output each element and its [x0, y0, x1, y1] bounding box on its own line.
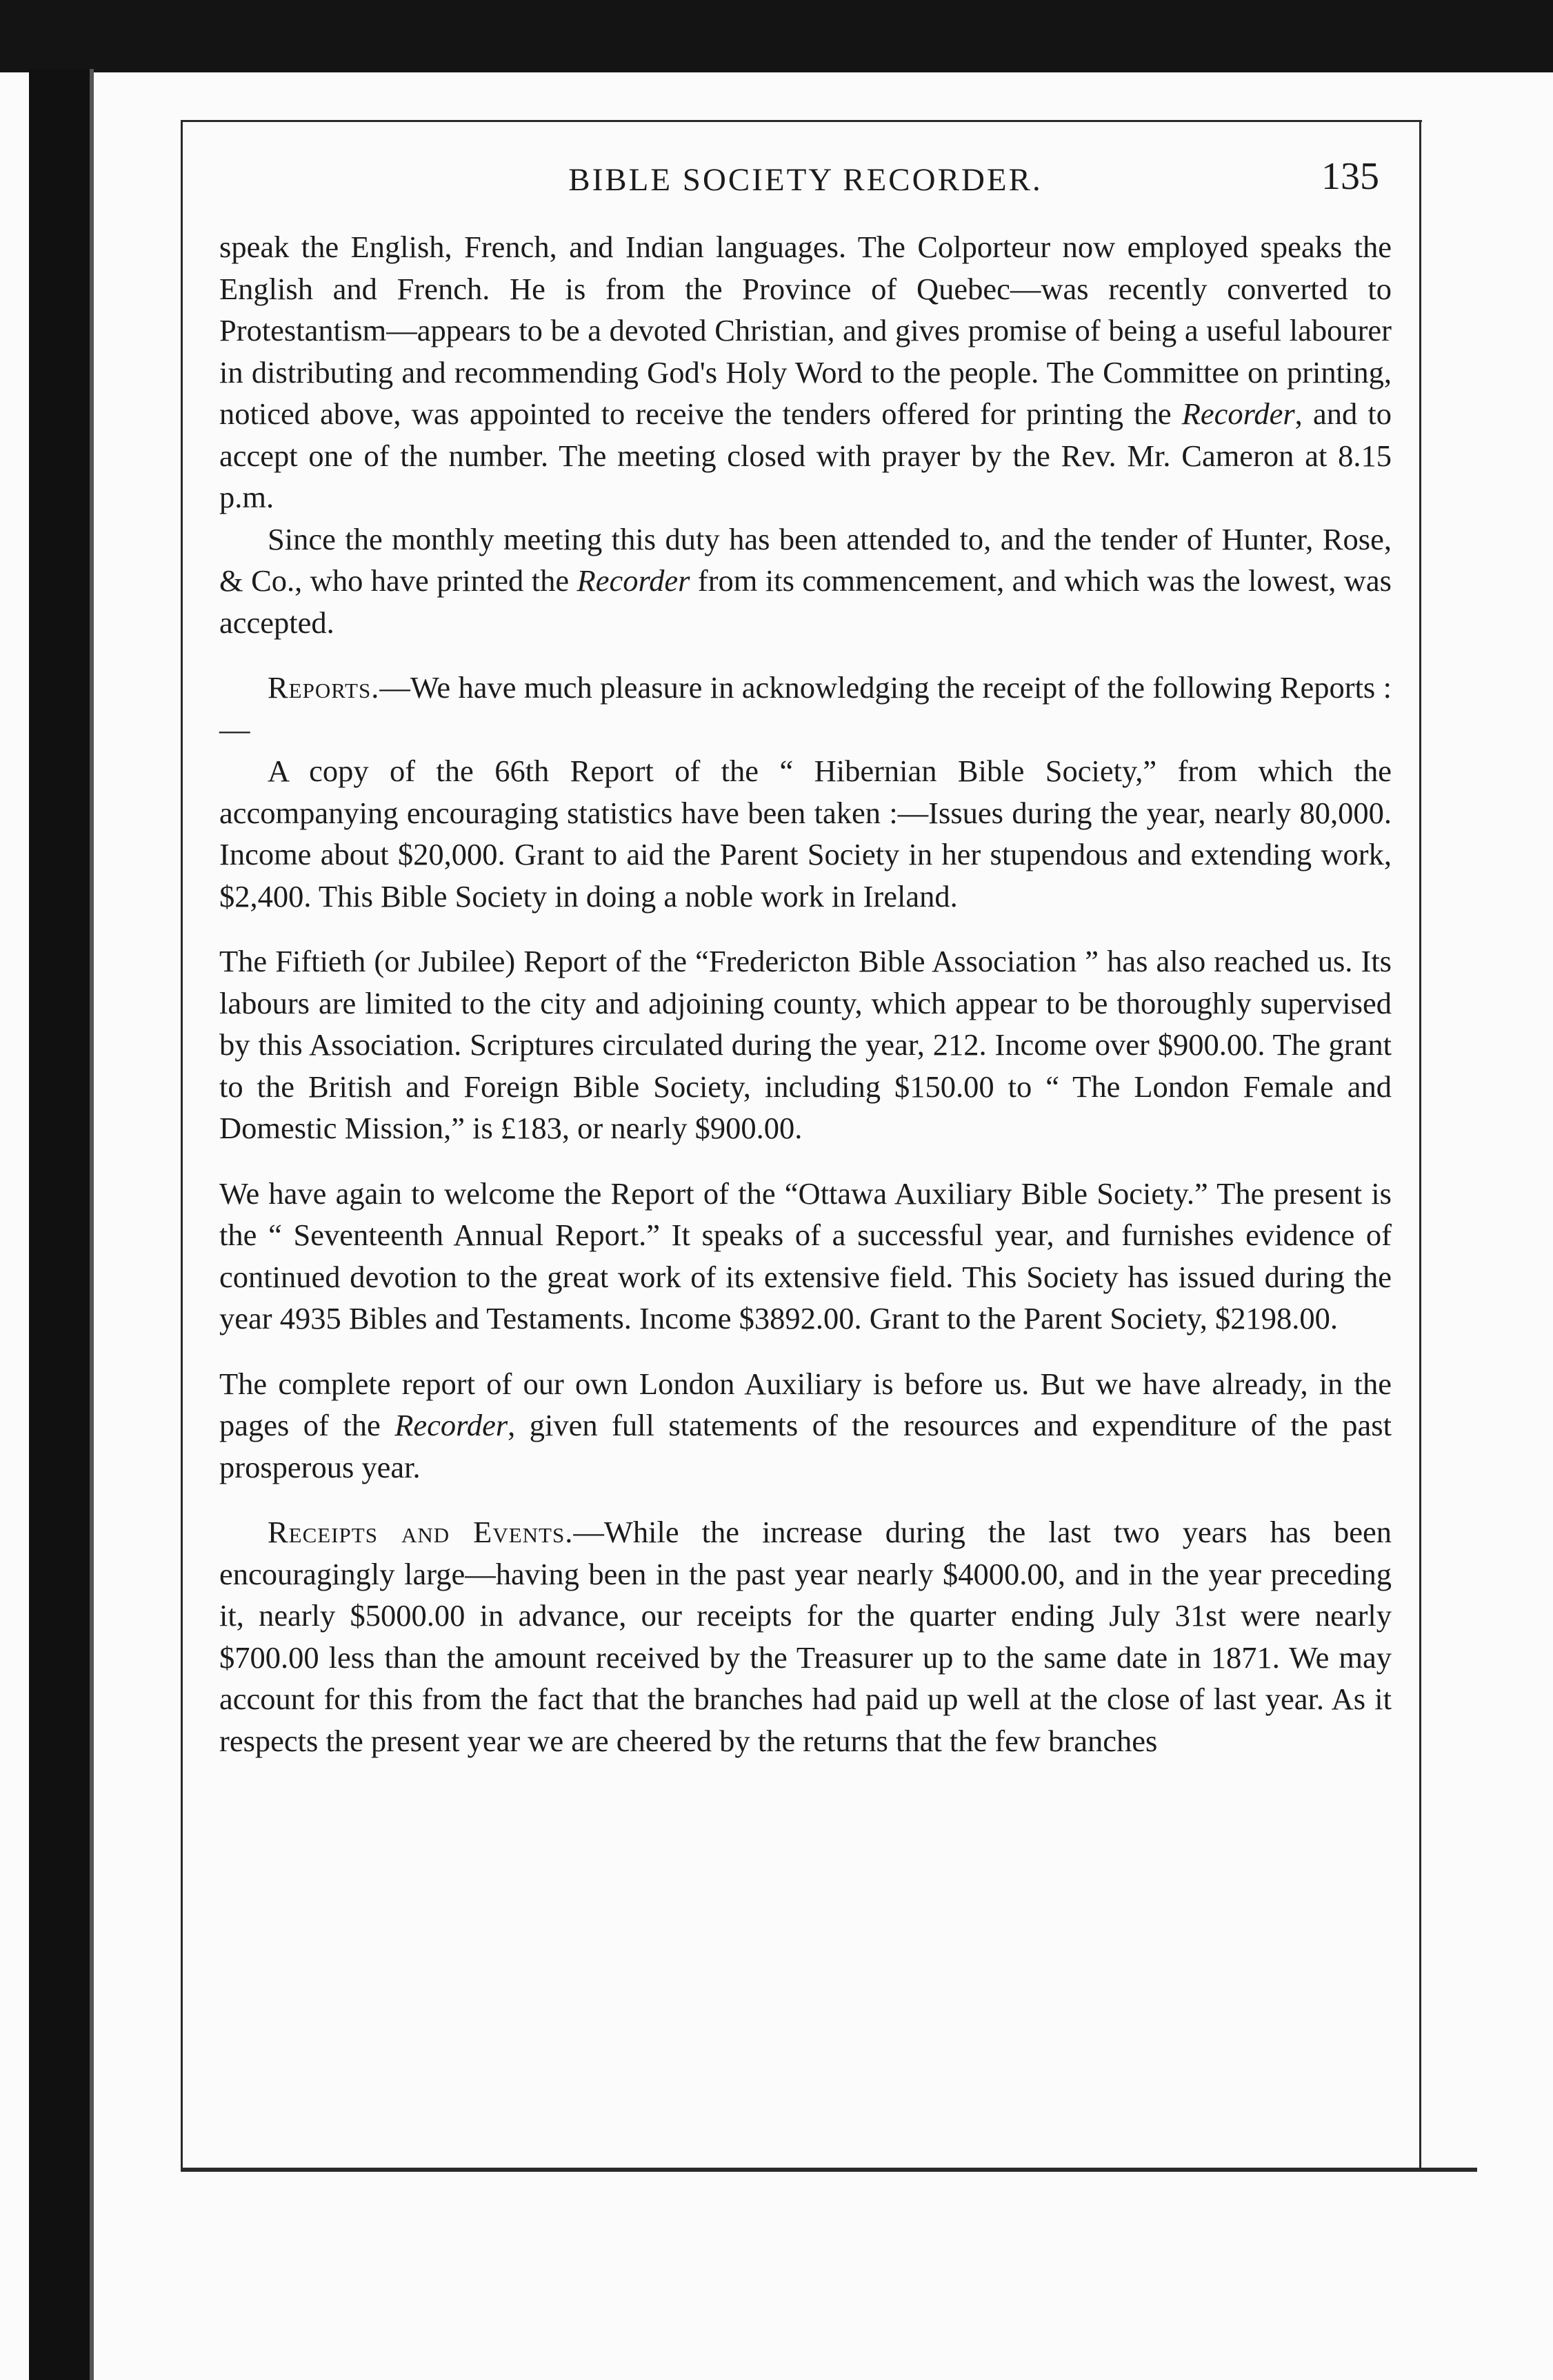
- paragraph-tender: [219, 518, 1392, 644]
- paragraph-receipts: [219, 1511, 1392, 1762]
- scan-left-binding: [29, 69, 90, 2380]
- italic-title: Recorder: [577, 563, 690, 598]
- page-number: 135: [1321, 155, 1379, 198]
- document-page: [219, 157, 1392, 1762]
- paragraph-text: Since the monthly meeting this duty has been attended to, and the tender of Hunter, Rose, & Co., who have printed the: [219, 521, 1392, 598]
- running-title: BIBLE SOCIETY RECORDER.: [568, 162, 1043, 198]
- paragraph-text: —While the increase during the last two years has been encouragingly large—having been in the past year nearly $4000.00, and in the year preceding it, nearly $5000.00 in advance, our receipts for the quarter ending July 31st were nearly $700.00 less than the amount received by the Treasurer up to the same date in 1871. We may account for this from the fact that the branches had paid up well at the close of last year. As it respects the present year we are cheered by the returns that the few branches: [219, 1515, 1392, 1758]
- paragraph-london: [219, 1363, 1392, 1489]
- page-frame-top: [181, 120, 1422, 122]
- page-header: [219, 157, 1392, 212]
- paragraph-text: The complete report of our own London Auxiliary is before us. But we have already, in the pages of the: [219, 1366, 1392, 1442]
- section-heading: Receipts and Events.: [268, 1515, 574, 1549]
- page-frame-bottom: [181, 2168, 1477, 2172]
- paragraph-hibernian: [219, 750, 1392, 917]
- paragraph-text: , and to accept one of the number. The meeting closed with prayer by the Rev. Mr. Cameron at 8.15 p.m.: [219, 396, 1392, 514]
- italic-title: Recorder: [394, 1408, 508, 1442]
- page-frame-right: [1419, 120, 1421, 2171]
- paragraph-text: We have again to welcome the Report of the “Ottawa Auxiliary Bible Society.” The present is the “ Seventeenth Annual Report.” It speaks of a successful year, and furnishes evidence of continued devotion to the great work of its extensive field. This Society has issued during the year 4935 Bibles and Testaments. Income $3892.00. Grant to the Parent Society, $2198.00.: [219, 1176, 1392, 1335]
- paragraph-reports: [219, 667, 1392, 750]
- article-body: [219, 226, 1392, 1762]
- section-heading: Reports.: [268, 670, 380, 705]
- paragraph-ottawa: [219, 1173, 1392, 1340]
- paragraph-text: speak the English, French, and Indian languages. The Colporteur now employed speaks the English and French. He is from the Province of Quebec—was recently converted to Protestantism—appears to be a devoted Christian, and gives promise of being a useful labourer in distributing and recommending God's Holy Word to the people. The Committee on printing, noticed above, was appointed to receive the tenders offered for printing the: [219, 230, 1392, 431]
- italic-title: Recorder: [1181, 396, 1295, 431]
- paragraph-text: from its commencement, and which was the lowest, was accepted.: [219, 563, 1392, 640]
- paragraph-colporteur: [219, 226, 1392, 518]
- paragraph-fredericton: [219, 940, 1392, 1149]
- paragraph-text: The Fiftieth (or Jubilee) Report of the “Fredericton Bible Association ” has also reached us. Its labours are limited to the city and adjoining county, which appear to be thoroughly supervised by this Association. Scriptures circulated during the year, 212. Income over $900.00. The grant to the British and Foreign Bible Society, including $150.00 to “ The London Female and Domestic Mission,” is £183, or nearly $900.00.: [219, 944, 1392, 1145]
- page-frame-left: [181, 120, 183, 2171]
- paragraph-text: A copy of the 66th Report of the “ Hibernian Bible Society,” from which the accompanying encouraging statistics have been taken :—Issues during the year, nearly 80,000. Income about $20,000. Grant to aid the Parent Society in her stupendous and extending work, $2,400. This Bible Society in doing a noble work in Ireland.: [219, 754, 1392, 914]
- paragraph-text: , given full statements of the resources and expenditure of the past prosperous year.: [219, 1408, 1392, 1484]
- scan-left-binding-edge: [90, 69, 94, 2380]
- paragraph-text: —We have much pleasure in acknowledging the receipt of the following Reports :—: [219, 670, 1392, 747]
- scan-top-border: [0, 0, 1553, 72]
